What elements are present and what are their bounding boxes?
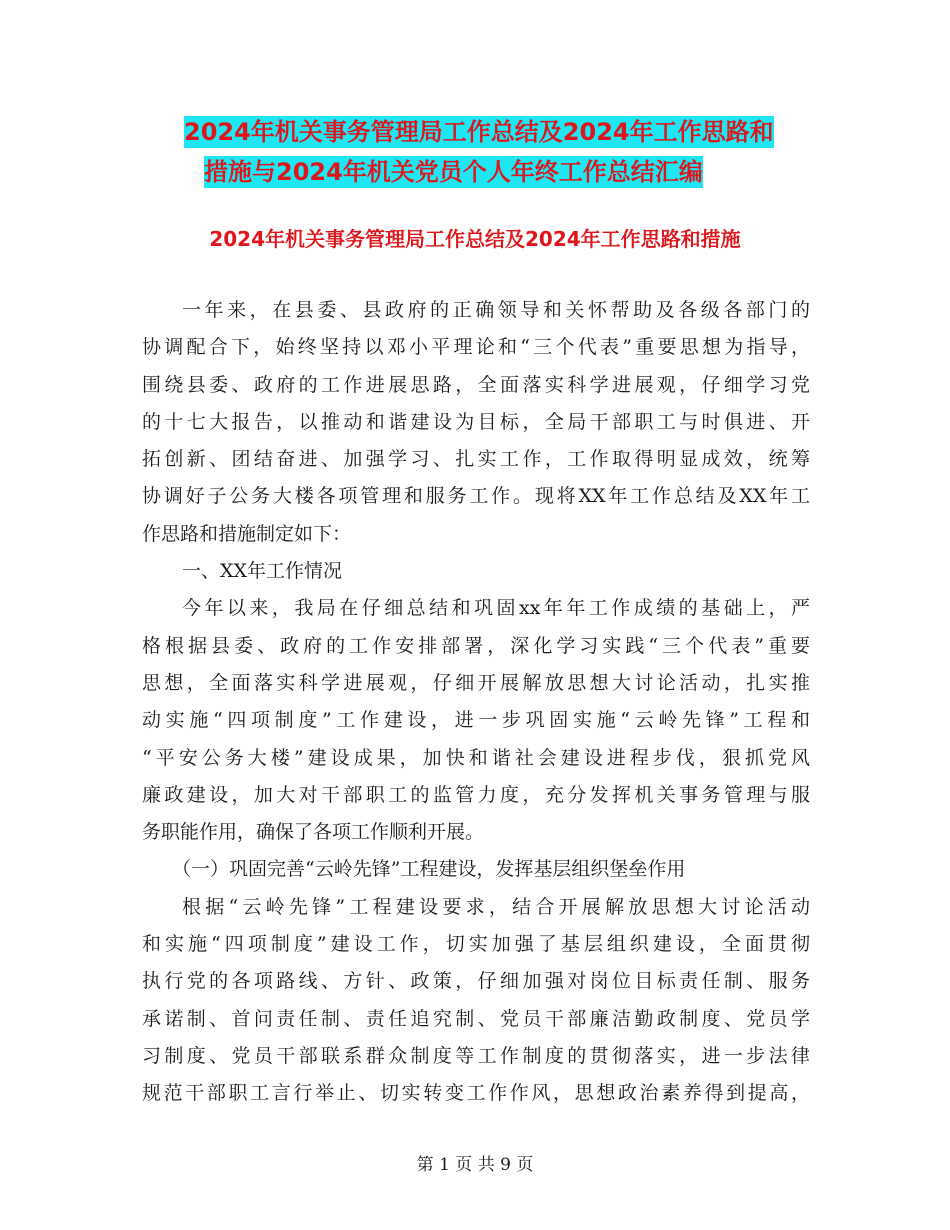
paragraph-line: 根据“云岭先锋”工程建设要求，结合开展解放思想大讨论活动 bbox=[182, 895, 810, 918]
paragraph-line: 和实施“四项制度”建设工作，切实加强了基层组织建设，全面贯彻 bbox=[142, 933, 810, 956]
paragraph-line: 一年来，在县委、县政府的正确领导和关怀帮助及各级各部门的 bbox=[182, 299, 810, 321]
paragraph-line: “平安公务大楼”建设成果，加快和谐社会建设进程步伐，狠抓党风 bbox=[142, 746, 810, 769]
paragraph-line: 承诺制、首问责任制、责任追究制、党员干部廉洁勤政制度、党员学 bbox=[142, 1007, 810, 1030]
paragraph-line: 今年以来，我局在仔细总结和巩固xx年年工作成绩的基础上，严 bbox=[182, 597, 810, 620]
page-number-footer: 第 1 页 共 9 页 bbox=[416, 1155, 534, 1175]
body-text bbox=[142, 292, 810, 1113]
paragraph-line: 协调配合下，始终坚持以邓小平理论和“三个代表”重要思想为指导， bbox=[142, 336, 810, 359]
section-heading: 一、XX年工作情况 bbox=[182, 560, 343, 583]
paragraph-line: 格根据县委、政府的工作安排部署，深化学习实践“三个代表”重要 bbox=[142, 634, 810, 657]
paragraph-line: 围绕县委、政府的工作进展思路，全面落实科学进展观，仔细学习党 bbox=[142, 373, 810, 396]
paragraph-line: 思想，全面落实科学进展观，仔细开展解放思想大讨论活动，扎实推 bbox=[142, 671, 810, 694]
paragraph-line: 廉政建设，加大对干部职工的监管力度，充分发挥机关事务管理与服 bbox=[142, 783, 810, 806]
paragraph-line: 作思路和措施制定如下： bbox=[142, 522, 352, 545]
title-line-2: 措施与2024年机关党员个人年终工作总结汇编 bbox=[204, 158, 703, 186]
paragraph-line: 务职能作用，确保了各项工作顺利开展。 bbox=[142, 821, 485, 844]
section-title: 2024年机关事务管理局工作总结及2024年工作思路和措施 bbox=[209, 227, 741, 251]
title-line-1: 2024年机关事务管理局工作总结及2024年工作思路和 bbox=[184, 118, 774, 146]
paragraph-line: 协调好子公务大楼各项管理和服务工作。现将XX年工作总结及XX年工 bbox=[142, 485, 810, 508]
document-title bbox=[140, 112, 830, 192]
paragraph-line: 的十七大报告，以推动和谐建设为目标，全局干部职工与时俱进、开 bbox=[142, 410, 810, 433]
subsection-heading: （一）巩固完善“云岭先锋”工程建设，发挥基层组织堡垒作用 bbox=[172, 858, 686, 881]
paragraph-line: 拓创新、团结奋进、加强学习、扎实工作，工作取得明显成效，统筹 bbox=[142, 448, 810, 471]
paragraph-line: 执行党的各项路线、方针、政策，仔细加强对岗位目标责任制、服务 bbox=[142, 970, 810, 993]
paragraph-line: 习制度、党员干部联系群众制度等工作制度的贯彻落实，进一步法律 bbox=[142, 1044, 810, 1067]
paragraph-line: 动实施“四项制度”工作建设，进一步巩固实施“云岭先锋”工程和 bbox=[142, 709, 810, 732]
paragraph-line: 规范干部职工言行举止、切实转变工作作风，思想政治素养得到提高， bbox=[142, 1082, 810, 1105]
